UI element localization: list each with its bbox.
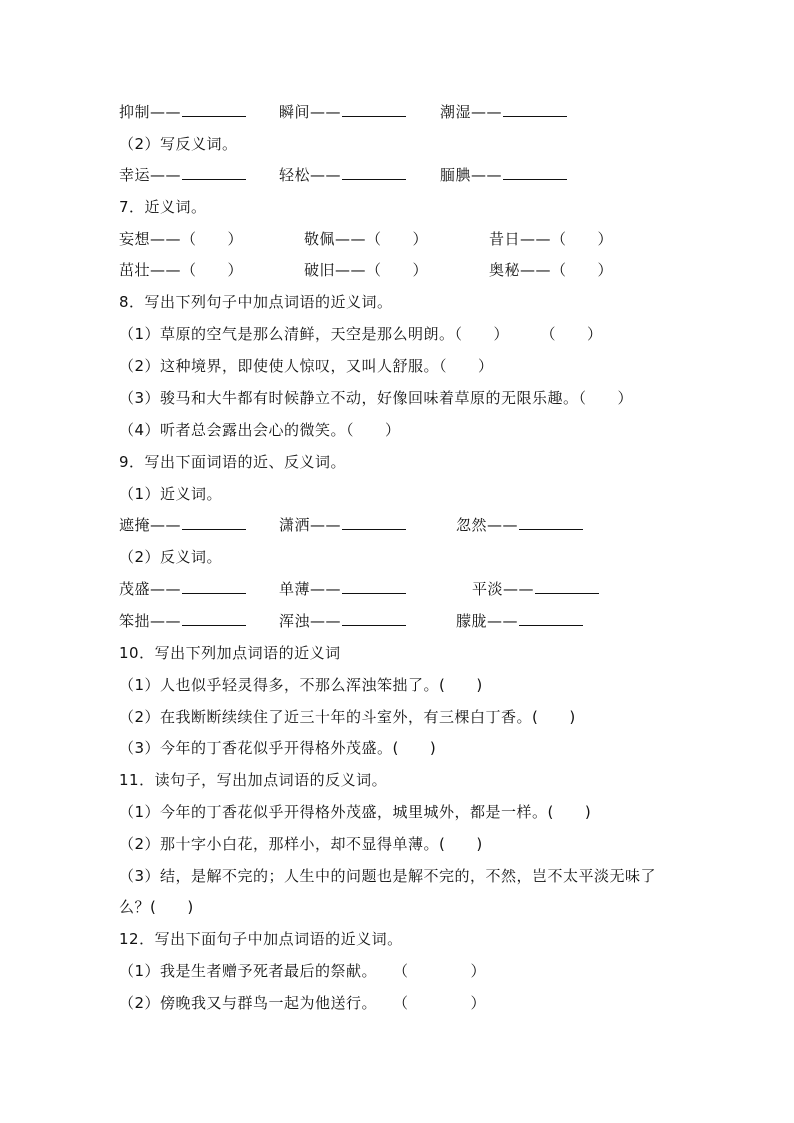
word-item: 瞬间—— [279,100,406,124]
word-item[interactable]: 昔日——（ ） [489,230,614,248]
answer-blank[interactable] [519,609,583,626]
question-item[interactable]: （1）我是生者赠予死者最后的祭献。 （ ） [119,962,487,980]
question-item[interactable]: （1）人也似乎轻灵得多，不那么浑浊笨拙了。( ) [119,676,483,694]
question-title: 11．读句子，写出加点词语的反义词。 [119,771,388,789]
question-item-continued[interactable]: 么？( ) [119,898,194,916]
word-item[interactable]: 敬佩——（ ） [304,230,429,248]
question-item: （3）结，是解不完的；人生中的问题也是解不完的，不然，岂不太平淡无味了 [119,867,657,885]
word-item: 轻松—— [279,163,406,187]
word-item[interactable]: 茁壮——（ ） [119,261,244,279]
word-item: 笨拙—— [119,609,246,633]
word-item: 茂盛—— [119,577,246,601]
answer-blank[interactable] [342,513,406,530]
word-item: 遮掩—— [119,513,246,537]
word-item: 腼腆—— [440,163,567,187]
question-title: 12．写出下面句子中加点词语的近义词。 [119,930,403,948]
answer-blank[interactable] [519,513,583,530]
question-item[interactable]: （2）那十字小白花，那样小，却不显得单薄。( ) [119,835,483,853]
sub-question: （2）写反义词。 [119,135,238,153]
word-item: 浑浊—— [279,609,406,633]
word-item: 抑制—— [119,100,246,124]
word-item: 幸运—— [119,163,246,187]
answer-blank[interactable] [535,577,599,594]
word-item: 单薄—— [279,577,406,601]
question-item[interactable]: （2）在我断断续续住了近三十年的斗室外，有三棵白丁香。( ) [119,708,576,726]
question-item[interactable]: （1）草原的空气是那么清鲜，天空是那么明朗。（ ） （ ） [119,325,603,343]
answer-blank[interactable] [342,577,406,594]
answer-blank[interactable] [503,100,567,117]
answer-blank[interactable] [182,163,246,180]
answer-blank[interactable] [342,100,406,117]
word-item: 潮湿—— [440,100,567,124]
question-title: 8．写出下列句子中加点词语的近义词。 [119,293,393,311]
answer-blank[interactable] [182,577,246,594]
answer-blank[interactable] [342,609,406,626]
question-item[interactable]: （3）骏马和大牛都有时候静立不动，好像回味着草原的无限乐趣。（ ） [119,389,634,407]
answer-blank[interactable] [182,513,246,530]
question-item[interactable]: （3）今年的丁香花似乎开得格外茂盛。( ) [119,739,437,757]
question-item[interactable]: （2）傍晚我又与群鸟一起为他送行。 （ ） [119,994,487,1012]
answer-blank[interactable] [182,609,246,626]
sub-question: （1）近义词。 [119,485,223,503]
question-item[interactable]: （2）这种境界，即使使人惊叹，又叫人舒服。（ ） [119,357,494,375]
answer-blank[interactable] [182,100,246,117]
question-title: 10．写出下列加点词语的近义词 [119,644,341,662]
word-item[interactable]: 破旧——（ ） [304,261,429,279]
word-item[interactable]: 妄想——（ ） [119,230,244,248]
word-item: 朦胧—— [456,609,583,633]
answer-blank[interactable] [342,163,406,180]
word-item: 潇洒—— [279,513,406,537]
question-title: 9．写出下面词语的近、反义词。 [119,453,347,471]
question-title: 7．近义词。 [119,198,207,216]
sub-question: （2）反义词。 [119,548,223,566]
word-item: 忽然—— [456,513,583,537]
question-item[interactable]: （4）听者总会露出会心的微笑。（ ） [119,421,401,439]
word-item[interactable]: 奥秘——（ ） [489,261,614,279]
word-item: 平淡—— [472,577,599,601]
question-item[interactable]: （1）今年的丁香花似乎开得格外茂盛，城里城外，都是一样。( ) [119,803,592,821]
answer-blank[interactable] [503,163,567,180]
